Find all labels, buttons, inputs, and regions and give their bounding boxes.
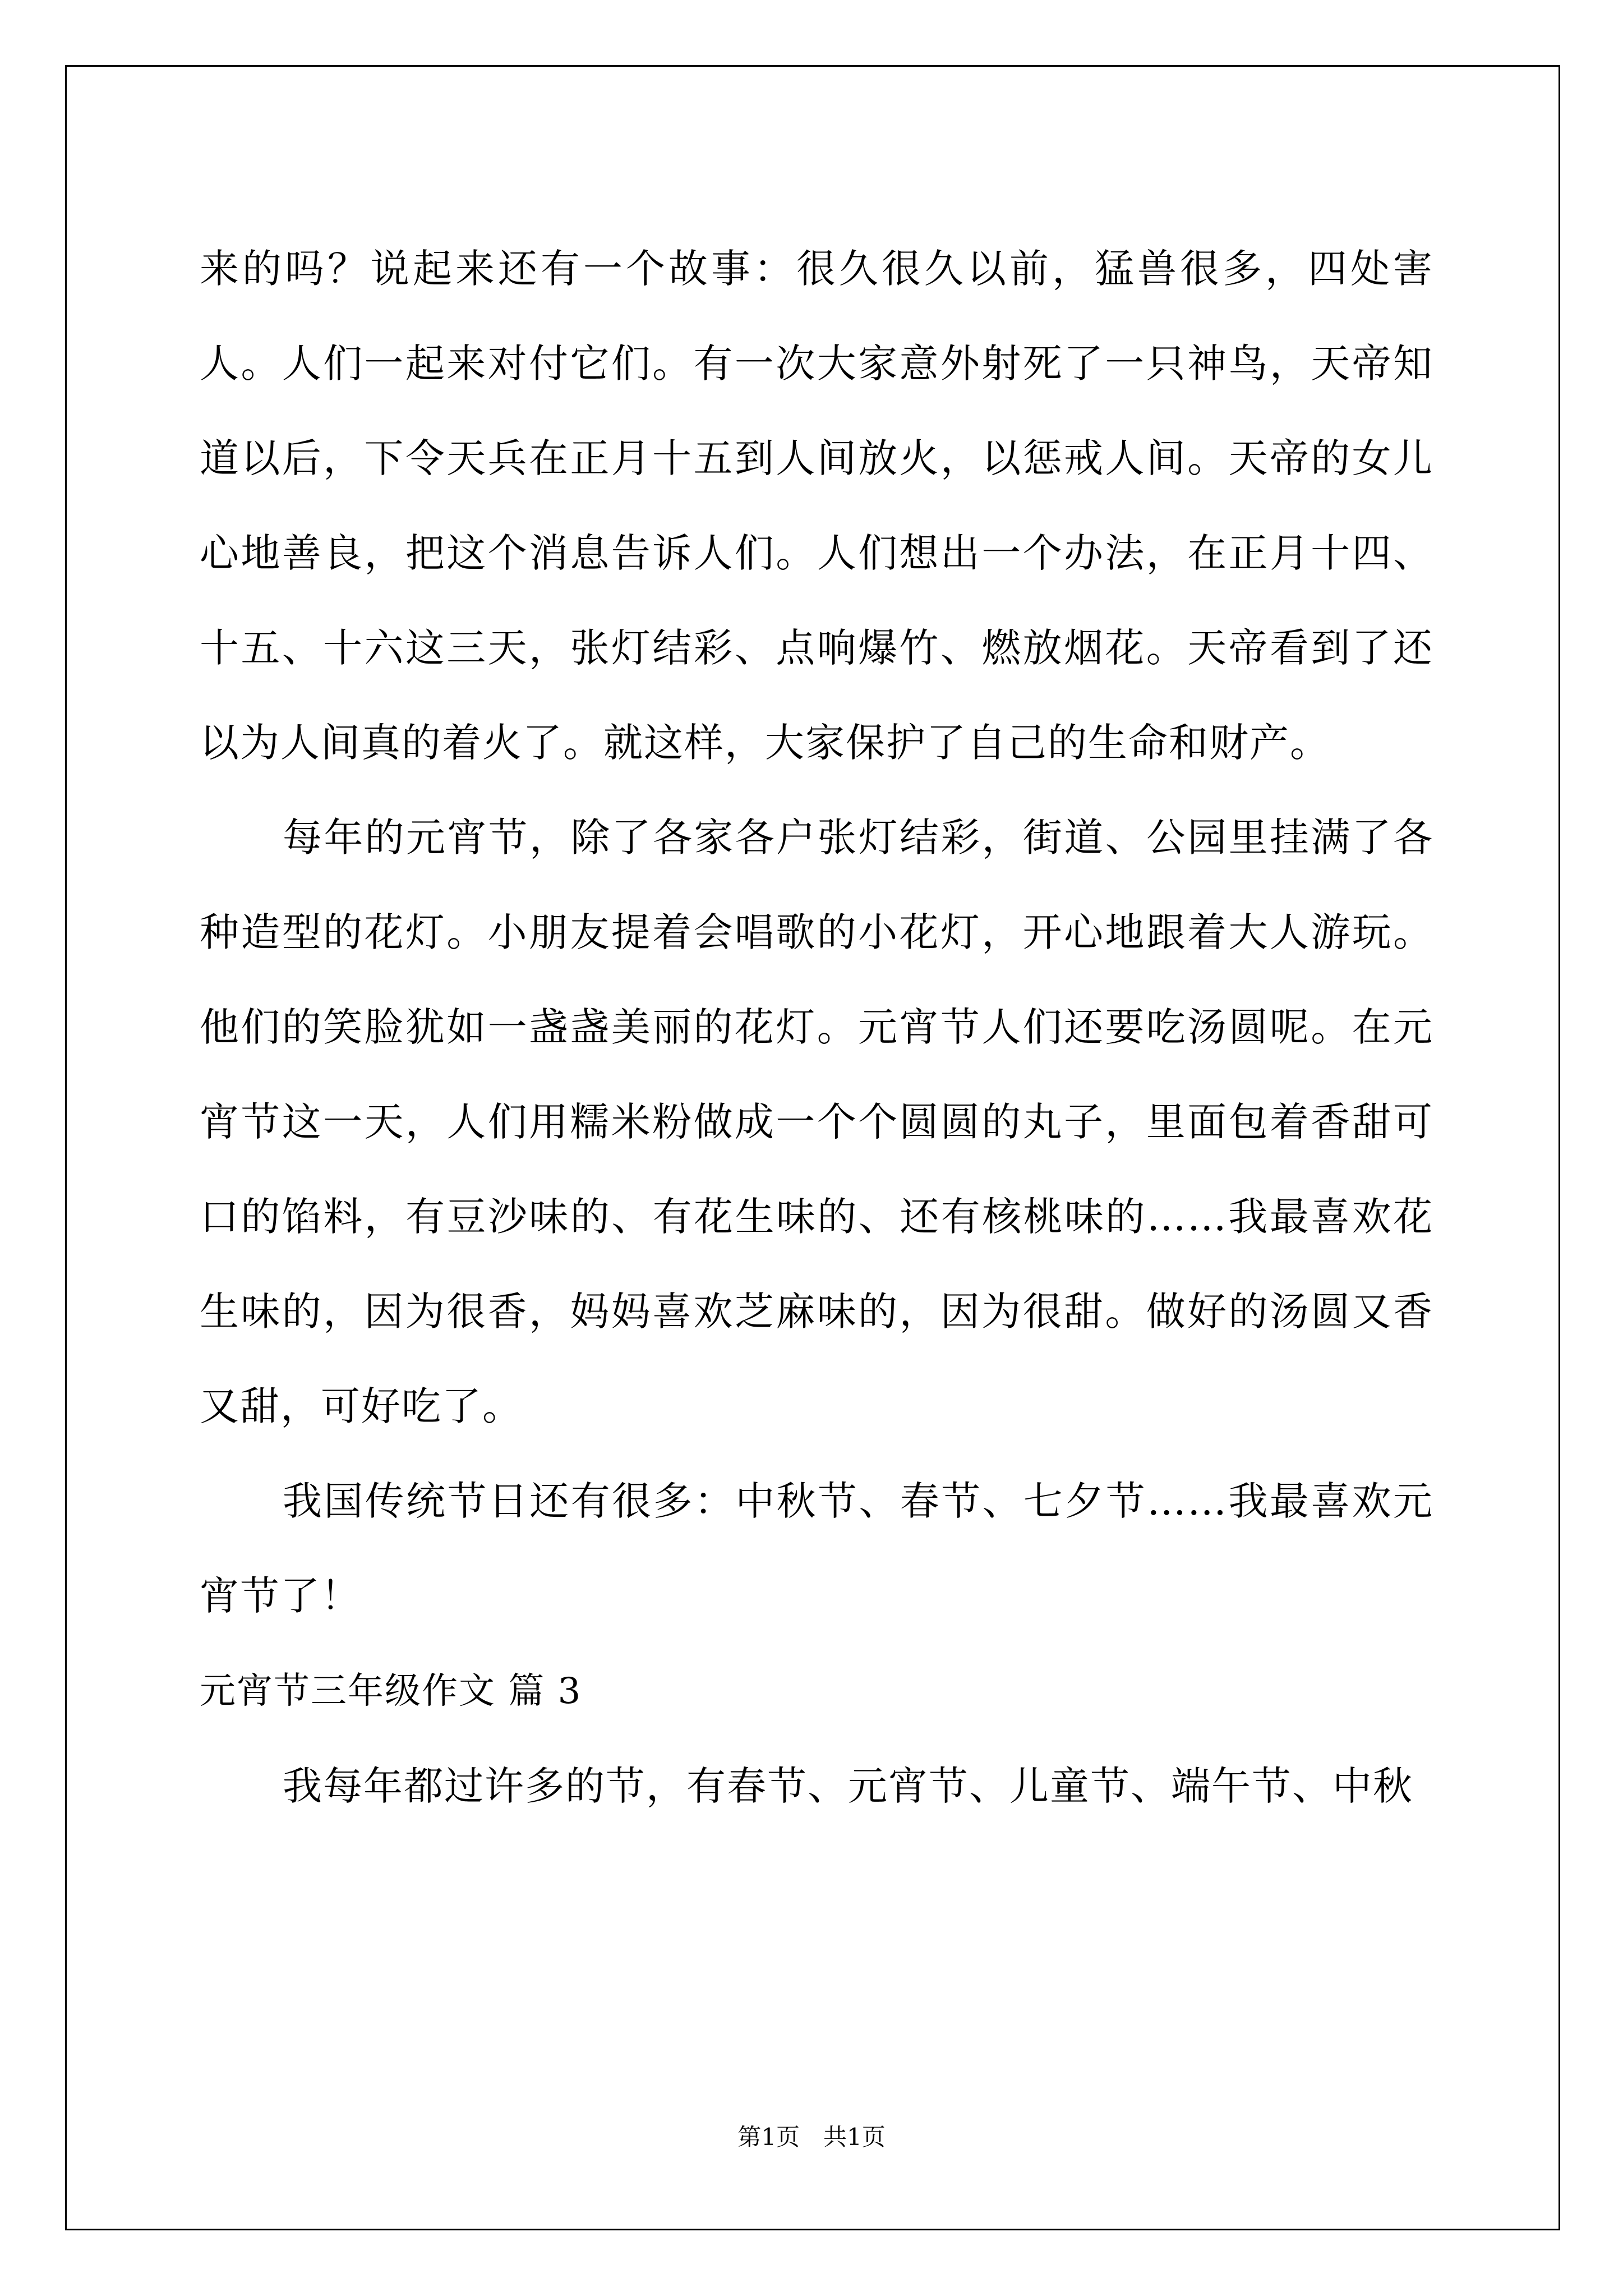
paragraph-4: 我每年都过许多的节，有春节、元宵节、儿童节、端午节、中秋	[283, 1763, 1413, 1809]
paragraph-1: 来的吗？说起来还有一个故事：很久很久以前，猛兽很多，四处害人。人们一起来对付它们。有一次大家意外射死了一只神鸟，天帝知道以后，下令天兵在正月十五到人间放火，以惩戒人间。天帝的女儿心地善良，把这个消息告诉人们。人们想出一个办法，在正月十四、十五、十六这三天，张灯结彩、点响爆竹、燃放烟花。天帝看到了还以为人间真的着火了。就这样，大家保护了自己的生命和财产。	[200, 246, 1433, 766]
document-body	[200, 222, 1433, 1834]
page-footer: 第1页 共1页	[737, 2123, 886, 2151]
section-heading: 元宵节三年级作文 篇 3	[200, 1671, 582, 1712]
paragraph-2: 每年的元宵节，除了各家各户张灯结彩，街道、公园里挂满了各种造型的花灯。小朋友提着会唱歌的小花灯，开心地跟着大人游玩。他们的笑脸犹如一盏盏美丽的花灯。元宵节人们还要吃汤圆呢。在元宵节这一天，人们用糯米粉做成一个个圆圆的丸子，里面包着香甜可口的馅料，有豆沙味的、有花生味的、还有核桃味的……我最喜欢花生味的，因为很香，妈妈喜欢芝麻味的，因为很甜。做好的汤圆又香又甜，可好吃了。	[200, 815, 1433, 1429]
paragraph-3: 我国传统节日还有很多：中秋节、春节、七夕节……我最喜欢元宵节了！	[200, 1478, 1433, 1619]
